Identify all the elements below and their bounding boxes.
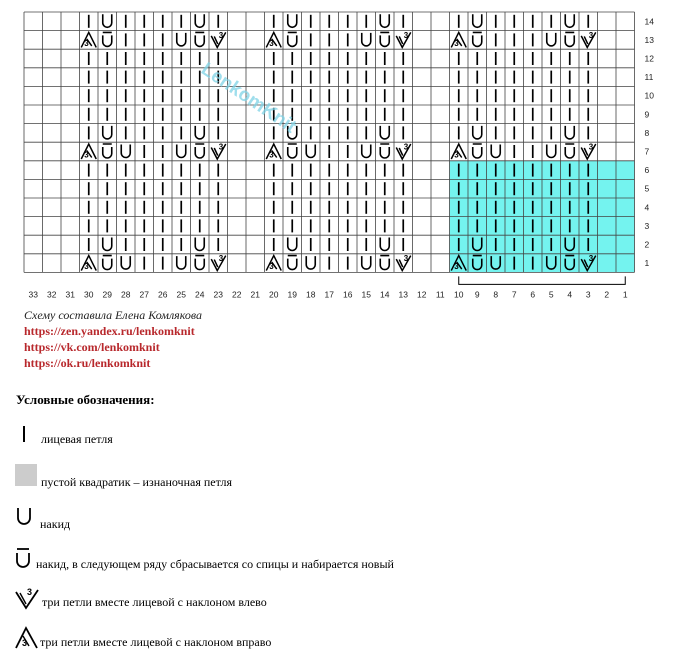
legend-yo-drop — [14, 547, 674, 573]
legend-k3tog-left — [14, 586, 674, 612]
column-label: 25 — [176, 289, 186, 300]
column-label: 9 — [474, 289, 480, 300]
column-label: 31 — [65, 289, 75, 300]
k3tog-left-count: 3 — [588, 142, 594, 152]
row-label: 6 — [644, 165, 650, 176]
k3tog-right-count: 3 — [269, 262, 274, 272]
yarn-over-drop — [380, 32, 389, 46]
column-label: 27 — [139, 289, 149, 300]
yarn-over — [473, 14, 482, 27]
row-label: 12 — [644, 53, 654, 64]
k3tog-right-count: 3 — [269, 38, 274, 48]
row-label: 3 — [644, 220, 650, 231]
column-label: 10 — [454, 289, 464, 300]
yarn-over-drop — [473, 144, 482, 158]
knit-stitch-icon — [14, 423, 40, 449]
yarn-over — [177, 33, 186, 46]
k3tog-left-count: 3 — [403, 30, 409, 40]
yarn-over — [306, 256, 315, 269]
yarn-over — [306, 145, 315, 158]
column-label: 13 — [398, 289, 408, 300]
legend-k3tog-left-label: три петли вместе лицевой с наклоном влево — [42, 595, 267, 609]
row-label: 7 — [644, 146, 650, 157]
yarn-over-drop — [380, 144, 389, 158]
column-label: 32 — [47, 289, 57, 300]
legend-k3tog-right-label: три петли вместе лицевой с наклоном вправо — [40, 635, 272, 649]
yarn-over — [362, 33, 371, 46]
yarn-over — [177, 145, 186, 158]
column-label: 12 — [417, 289, 427, 300]
legend-knit — [14, 423, 674, 449]
row-label: 5 — [644, 183, 650, 194]
watermark-text: LenkomKnit — [197, 58, 300, 138]
yarn-over — [473, 126, 482, 139]
svg-text:3: 3 — [27, 587, 33, 597]
column-label: 19 — [287, 289, 297, 300]
knitting-chart — [0, 0, 690, 300]
column-label: 14 — [380, 289, 390, 300]
legend-k3tog-right — [14, 626, 674, 652]
column-label: 33 — [28, 289, 38, 300]
yarn-over — [288, 14, 297, 27]
yarn-over — [380, 14, 389, 27]
column-label: 22 — [232, 289, 242, 300]
column-label: 26 — [158, 289, 168, 300]
yarn-over — [380, 126, 389, 139]
yarn-over-drop — [288, 32, 297, 46]
row-label: 14 — [644, 16, 654, 27]
k3tog-left-count: 3 — [403, 142, 409, 152]
column-label: 7 — [511, 289, 517, 300]
k3tog-right-count: 3 — [84, 150, 89, 160]
yarn-over — [547, 145, 556, 158]
row-label: 13 — [644, 34, 654, 45]
column-label: 20 — [269, 289, 279, 300]
column-label: 1 — [622, 289, 628, 300]
row-label: 1 — [644, 258, 650, 269]
yarn-over-drop — [288, 256, 297, 270]
k3tog-left-count: 3 — [218, 142, 224, 152]
k3tog-left-count: 3 — [403, 254, 409, 264]
legend-yo — [14, 505, 674, 531]
k3tog-right-count: 3 — [84, 38, 89, 48]
yarn-over — [195, 238, 204, 251]
k3tog-left-count: 3 — [218, 254, 224, 264]
yarn-over-drop — [473, 32, 482, 46]
column-label: 8 — [493, 289, 499, 300]
purl-swatch-icon — [14, 463, 40, 489]
column-label: 5 — [548, 289, 554, 300]
yarn-over — [103, 14, 112, 27]
repeat-bracket — [459, 276, 626, 284]
yarn-over-drop — [288, 144, 297, 158]
column-label: 15 — [361, 289, 371, 300]
legend-yo-drop-label: накид, в следующем ряду сбрасывается со спицы и набирается новый — [36, 557, 394, 571]
yarn-over-drop — [103, 32, 112, 46]
yarn-over-icon — [14, 505, 40, 531]
yarn-over-drop — [565, 144, 574, 158]
column-label: 18 — [306, 289, 316, 300]
yarn-over — [288, 238, 297, 251]
legend-title: Условные обозначения: — [16, 392, 155, 407]
yarn-over-drop — [195, 32, 204, 46]
k3tog-right-count: 3 — [269, 150, 274, 160]
author-credit: Схему составила Елена Комлякова — [24, 308, 203, 322]
column-label: 30 — [84, 289, 94, 300]
yarn-over-drop — [103, 144, 112, 158]
vk-link[interactable]: https://vk.com/lenkomknit — [24, 340, 160, 354]
column-label: 21 — [250, 289, 260, 300]
yarn-over-drop — [565, 32, 574, 46]
yarn-over — [565, 126, 574, 139]
yarn-over — [380, 238, 389, 251]
column-label: 23 — [213, 289, 223, 300]
legend-knit-label: лицевая петля — [41, 432, 113, 446]
row-label: 4 — [644, 202, 650, 213]
k3tog-left-icon — [14, 586, 42, 612]
row-label: 10 — [644, 90, 654, 101]
yarn-over-drop — [103, 256, 112, 270]
zen-link[interactable]: https://zen.yandex.ru/lenkomknit — [24, 324, 195, 338]
yarn-over-drop — [380, 256, 389, 270]
yarn-over — [177, 256, 186, 269]
legend-yo-label: накид — [40, 517, 71, 531]
yarn-over-drop — [195, 144, 204, 158]
column-label: 17 — [324, 289, 334, 300]
yarn-over — [195, 126, 204, 139]
column-label: 3 — [585, 289, 591, 300]
legend-purl — [14, 463, 674, 489]
yarn-over — [362, 145, 371, 158]
k3tog-right-count: 3 — [454, 262, 459, 272]
k3tog-right-count: 3 — [84, 262, 89, 272]
legend-purl-label: пустой квадратик – изнаночная петля — [41, 475, 233, 489]
column-label: 16 — [343, 289, 353, 300]
column-label: 6 — [530, 289, 536, 300]
column-label: 24 — [195, 289, 205, 300]
k3tog-left-count: 3 — [218, 30, 224, 40]
yarn-over — [121, 256, 130, 269]
column-label: 2 — [604, 289, 610, 300]
svg-text:3: 3 — [22, 638, 28, 648]
column-label: 28 — [121, 289, 131, 300]
column-label: 4 — [567, 289, 573, 300]
column-label: 29 — [102, 289, 112, 300]
column-label: 11 — [435, 289, 445, 300]
row-label: 8 — [644, 127, 650, 138]
yarn-over — [565, 14, 574, 27]
k3tog-right-icon — [14, 626, 42, 652]
ok-link[interactable]: https://ok.ru/lenkomknit — [24, 356, 151, 370]
k3tog-right-count: 3 — [454, 38, 459, 48]
k3tog-left-count: 3 — [588, 254, 594, 264]
row-label: 9 — [644, 109, 650, 120]
yarn-over — [547, 33, 556, 46]
yarn-over-drop — [195, 256, 204, 270]
yarn-over — [121, 145, 130, 158]
yarn-over — [362, 256, 371, 269]
yarn-over — [195, 14, 204, 27]
k3tog-left-count: 3 — [588, 30, 594, 40]
k3tog-right-count: 3 — [454, 150, 459, 160]
yarn-over — [103, 126, 112, 139]
row-label: 11 — [644, 72, 654, 83]
yarn-over — [103, 238, 112, 251]
row-label: 2 — [644, 239, 650, 250]
yarn-over — [491, 145, 500, 158]
